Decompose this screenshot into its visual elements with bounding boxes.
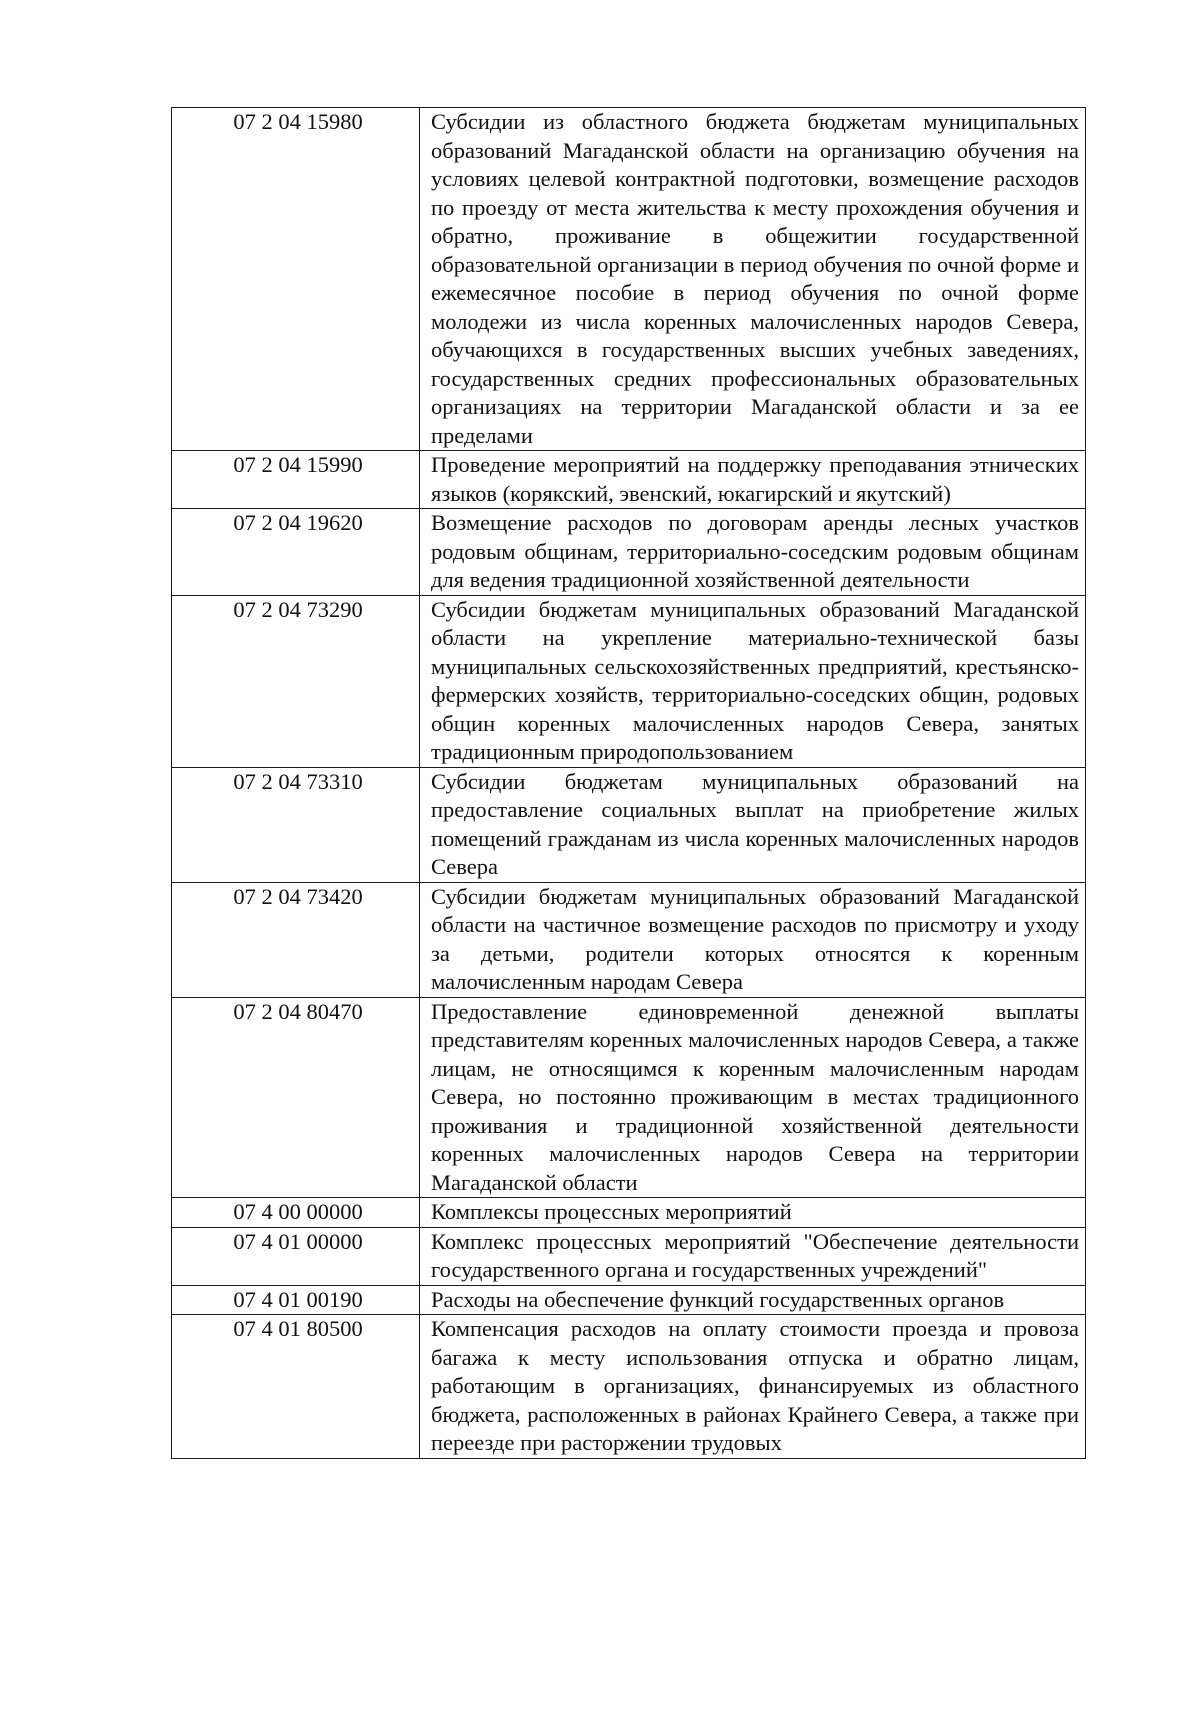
table-row: [172, 595, 1086, 767]
table-row: [172, 1227, 1086, 1285]
budget-code: 07 2 04 80470: [172, 997, 420, 1198]
table-row: [172, 451, 1086, 509]
budget-code-table: [171, 107, 1086, 1459]
expense-description: Комплекс процессных мероприятий "Обеспечение деятельности государственного органа и государственных учреждений": [420, 1227, 1086, 1285]
budget-code: 07 2 04 73310: [172, 767, 420, 882]
budget-code: 07 4 01 00000: [172, 1227, 420, 1285]
expense-description: Предоставление единовременной денежной выплаты представителям коренных малочисленных народов Севера, а также лицам, не относящимся к коренным малочисленным народам Севера, но постоянно проживающим в местах традиционного проживания и традиционной хозяйственной деятельности коренных малочисленных народов Севера на территории Магаданской области: [420, 997, 1086, 1198]
table-row: [172, 1198, 1086, 1228]
table-row: [172, 108, 1086, 451]
table-row: [172, 997, 1086, 1198]
table-row: [172, 1315, 1086, 1459]
budget-code: 07 2 04 19620: [172, 509, 420, 596]
budget-code: 07 2 04 73420: [172, 882, 420, 997]
budget-code: 07 2 04 15990: [172, 451, 420, 509]
expense-description: Субсидии из областного бюджета бюджетам муниципальных образований Магаданской области на организацию обучения на условиях целевой контрактной подготовки, возмещение расходов по проезду от места жительства к месту прохождения обучения и обратно, проживание в общежитии государственной образовательной организации в период обучения по очной форме и ежемесячное пособие в период обучения по очной форме молодежи из числа коренных малочисленных народов Севера, обучающихся в государственных высших учебных заведениях, государственных средних профессиональных образовательных организациях на территории Магаданской области и за ее пределами: [420, 108, 1086, 451]
table-row: [172, 882, 1086, 997]
table-row: [172, 1285, 1086, 1315]
expense-description: Компенсация расходов на оплату стоимости проезда и провоза багажа к месту использования отпуска и обратно лицам, работающим в организациях, финансируемых из областного бюджета, расположенных в районах Крайнего Севера, а также при переезде при расторжении трудовых: [420, 1315, 1086, 1459]
budget-code: 07 4 01 80500: [172, 1315, 420, 1459]
budget-code: 07 4 01 00190: [172, 1285, 420, 1315]
budget-code: 07 4 00 00000: [172, 1198, 420, 1228]
expense-description: Субсидии бюджетам муниципальных образований на предоставление социальных выплат на приобретение жилых помещений гражданам из числа коренных малочисленных народов Севера: [420, 767, 1086, 882]
table-row: [172, 509, 1086, 596]
budget-code: 07 2 04 15980: [172, 108, 420, 451]
expense-description: Расходы на обеспечение функций государственных органов: [420, 1285, 1086, 1315]
expense-description: Проведение мероприятий на поддержку преподавания этнических языков (корякский, эвенский, юкагирский и якутский): [420, 451, 1086, 509]
expense-description: Субсидии бюджетам муниципальных образований Магаданской области на укрепление материально-технической базы муниципальных сельскохозяйственных предприятий, крестьянско-фермерских хозяйств, территориально-соседских общин, родовых общин коренных малочисленных народов Севера, занятых традиционным природопользованием: [420, 595, 1086, 767]
expense-description: Субсидии бюджетам муниципальных образований Магаданской области на частичное возмещение расходов по присмотру и уходу за детьми, родители которых относятся к коренным малочисленным народам Севера: [420, 882, 1086, 997]
budget-code: 07 2 04 73290: [172, 595, 420, 767]
expense-description: Комплексы процессных мероприятий: [420, 1198, 1086, 1228]
expense-description: Возмещение расходов по договорам аренды лесных участков родовым общинам, территориально-соседским родовым общинам для ведения традиционной хозяйственной деятельности: [420, 509, 1086, 596]
table-row: [172, 767, 1086, 882]
